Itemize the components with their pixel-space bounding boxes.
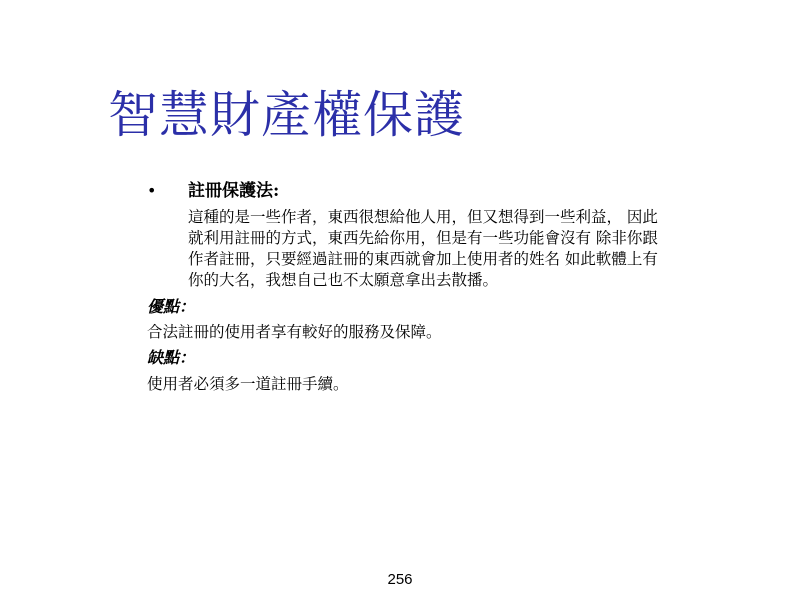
page-number: 256 xyxy=(387,571,413,588)
slide-title: 智慧財產權保護 xyxy=(108,86,465,144)
bullet-heading: 註冊保護法: xyxy=(188,181,280,201)
pros-text: 合法註冊的使用者享有較好的服務及保障。 xyxy=(147,323,442,341)
bullet-body-line: 作者註冊，只要經過註冊的東西就會加上使用者的姓名 如此軟體上有 xyxy=(188,250,658,268)
bullet-body-line: 就利用註冊的方式，東西先給你用，但是有一些功能會沒有 除非你跟 xyxy=(188,229,658,247)
bullet-body-line: 這種的是一些作者，東西很想給他人用，但又想得到一些利益， 因此 xyxy=(188,208,658,226)
bullet-marker: • xyxy=(147,181,157,200)
cons-text: 使用者必須多一道註冊手續。 xyxy=(147,375,349,393)
bullet-body xyxy=(188,207,736,291)
cons-label: 缺點： xyxy=(147,348,196,367)
bullet-body-line: 你的大名，我想自己也不太願意拿出去散播。 xyxy=(188,271,499,289)
pros-label: 優點： xyxy=(147,297,196,316)
